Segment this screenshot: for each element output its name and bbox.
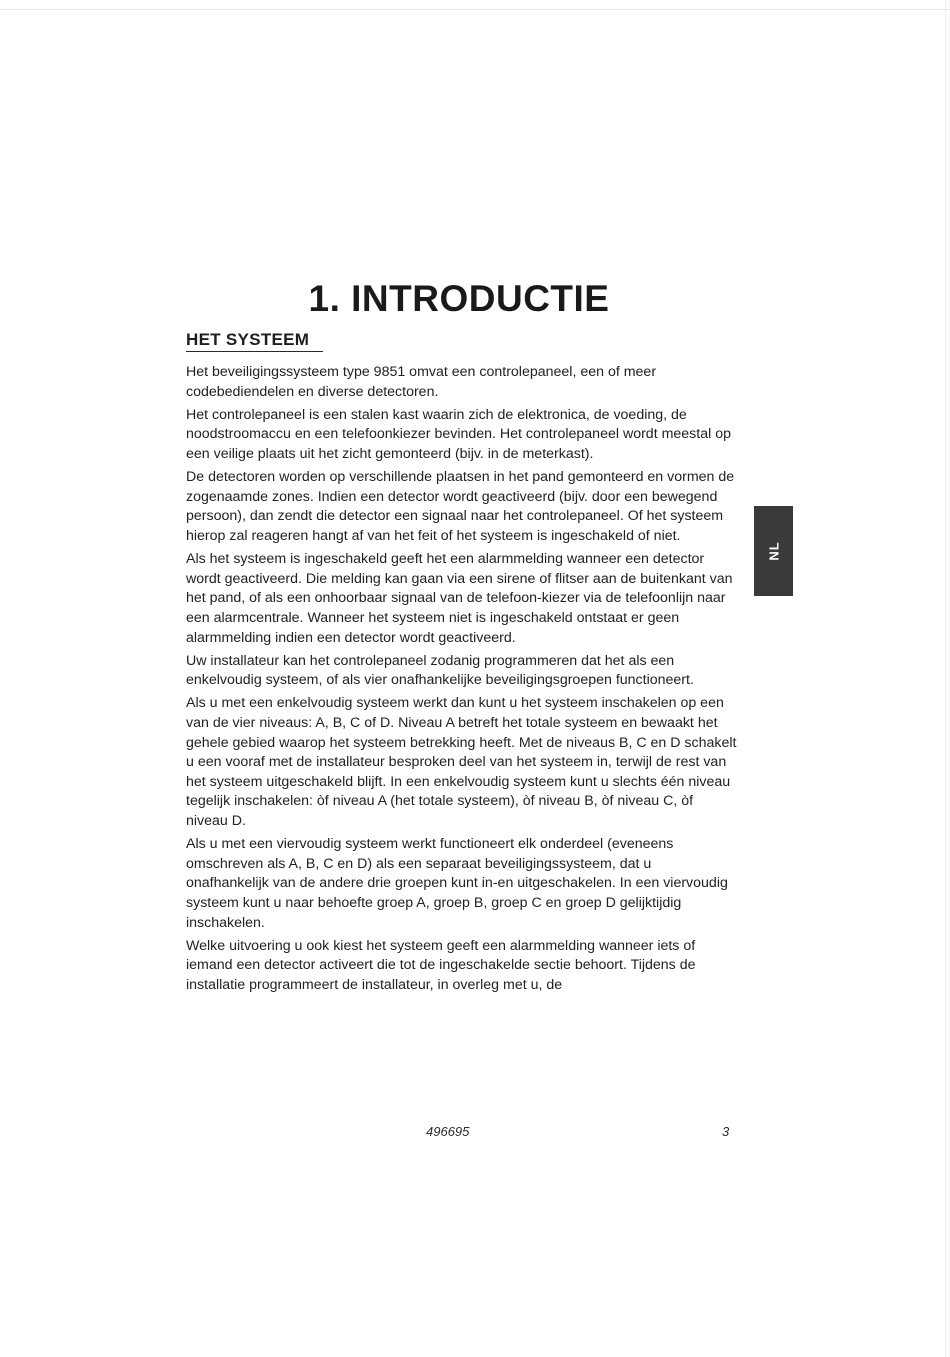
paragraph: Als u met een enkelvoudig systeem werkt dan kunt u het systeem inschakelen op een van de vier niveaus: A, B, C of D. Niveau A betreft het totale systeem en bewaakt het gehele gebied waarop het systeem betrekking heeft. Met de niveaus B, C en D schakelt u een vooraf met de installateur besproken deel van het systeem in, terwijl de rest van het systeem uitgeschakeld blijft. In een enkelvoudig systeem kunt u slechts één niveau tegelijk inschakelen: òf niveau A (het totale systeem), òf niveau B, òf niveau C, òf niveau D. xyxy=(186,695,737,830)
paragraph: Als u met een viervoudig systeem werkt functioneert elk onderdeel (eveneens omschreven als A, B, C en D) als een separaat beveiligingssysteem, dat u onafhankelijk van de andere drie groepen kunt in-en uitgeschakelen. In een viervoudig systeem kunt u naar behoefte groep A, groep B, groep C en groep D gelijktijdig inschakelen. xyxy=(186,836,728,931)
chapter-title: 1. INTRODUCTIE xyxy=(308,278,610,319)
paragraph: Als het systeem is ingeschakeld geeft het een alarmmelding wanneer een detector wordt geactiveerd. Die melding kan gaan via een sirene of flitser aan de buitenkant van het pand, of als een onhoorbaar signaal van de telefoon-kiezer via de telefoonlijn naar een alarmcentrale. Wanneer het systeem niet is ingeschakeld ontstaat er geen alarmmelding indien een detector wordt geactiveerd. xyxy=(186,551,733,646)
language-tab xyxy=(754,506,793,596)
paragraph: Het controlepaneel is een stalen kast waarin zich de elektronica, de voeding, de noodstroomaccu en een telefoonkiezer bevinden. Het controlepaneel wordt meestal op een veilige plaats uit het zicht gemonteerd (bijv. in de meterkast). xyxy=(186,406,731,462)
scan-edge-top xyxy=(0,9,950,10)
paragraph: Welke uitvoering u ook kiest het systeem geeft een alarmmelding wanneer iets of iemand een detector activeert die tot de ingeschakelde sectie behoort. Tijdens de installatie programmeert de installateur, in overleg met u, de xyxy=(186,937,696,993)
language-tab-label: NL xyxy=(766,541,781,561)
body-text xyxy=(186,363,738,999)
paragraph: Het beveiligingssysteem type 9851 omvat een controlepaneel, een of meer codebediendelen en diverse detectoren. xyxy=(186,364,657,400)
page-number: 3 xyxy=(722,1124,730,1139)
paragraph: Uw installateur kan het controlepaneel zodanig programmeren dat het als een enkelvoudig systeem, of als vier onafhankelijke beveiligingsgroepen functioneert. xyxy=(186,652,694,689)
paragraph: De detectoren worden op verschillende plaatsen in het pand gemonteerd en vormen de zogenaamde zones. Indien een detector wordt geactiveerd (bijv. door een bewegend persoon), dan zendt die detector een signaal naar het controlepaneel. Of het systeem hierop zal reageren hangt af van het feit of het systeem is ingeschakeld of niet. xyxy=(186,469,735,544)
document-code: 496695 xyxy=(426,1124,470,1139)
section-heading: HET SYSTEEM xyxy=(186,330,323,352)
scan-edge-right xyxy=(945,0,946,1357)
